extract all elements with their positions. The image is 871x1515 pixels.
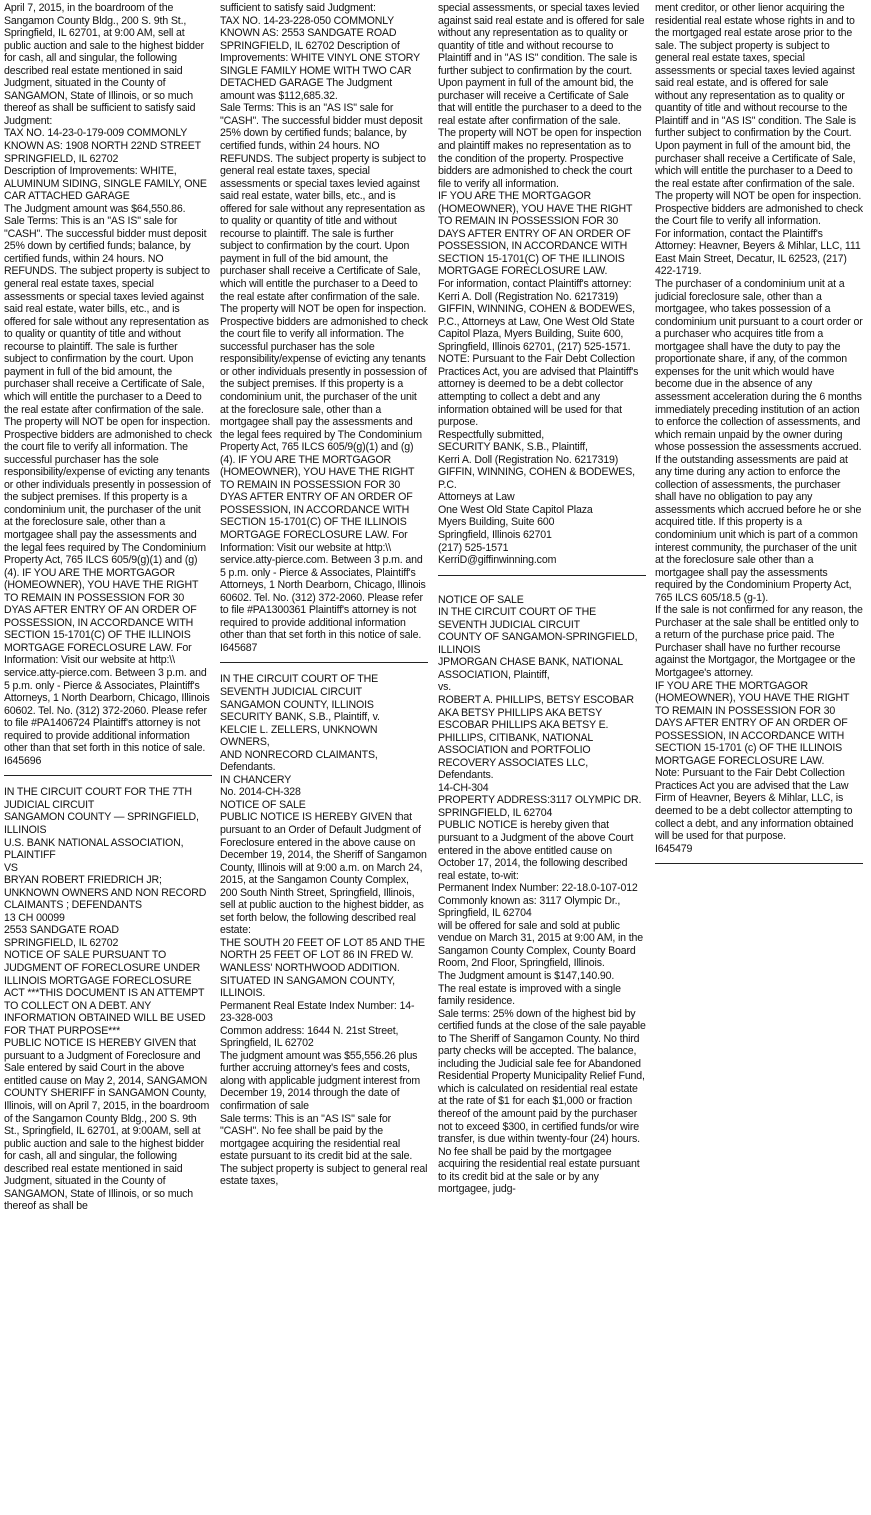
column-3 (438, 2, 646, 1512)
notice-id: I645687 (220, 641, 258, 654)
notice-paragraph: The property will NOT be open for inspection. Prospective bidders are admonished to check the Court file to verify all information. (655, 190, 863, 228)
court-heading: IN THE CIRCUIT COURT FOR THE 7TH JUDICIAL CIRCUIT (4, 786, 192, 811)
sale-date: will be offered for sale and sold at public vendue on March 31, 2015 at 9:00 AM, in the Sangamon County Complex, County Board Room, 2nd Floor, Springfield, Illinois. (438, 919, 643, 970)
notice-title: NOTICE OF SALE PURSUANT TO JUDGMENT OF FORECLOSURE UNDER ILLINOIS MORTGAGE FORECLOSURE ACT ***THIS DOCUMENT IS AN ATTEMPT TO COLLECT ON A DEBT. ANY INFORMATION OBTAINED WILL BE USED FOR THAT PURPOSE*** (4, 949, 206, 1037)
common-address: Commonly known as: 3117 Olympic Dr., Springfield, IL 62704 (438, 894, 621, 920)
fdcpa-note: NOTE: Pursuant to the Fair Debt Collection Practices Act, you are advised that Plaintiff's attorney is deemed to be a debt collector attempting to collect a debt and any information obtained will be used for that purpose. (438, 353, 639, 429)
mortgagor-rights: IF YOU ARE THE MORTGAGOR (HOMEOWNER), YOU HAVE THE RIGHT TO REMAIN IN POSSESSION FOR 30 DAYS AFTER ENTRY OF AN ORDER OF POSSESSION, IN ACCORDANCE WITH SECTION 15-1701 (c) OF THE ILLINOIS MORTGAGE FORECLOSURE LAW. (655, 679, 850, 767)
signature-line: Attorneys at Law (438, 491, 515, 504)
notice-us-bank-v-friedrich (4, 786, 212, 1213)
county-heading: COUNTY OF SANGAMON-SPRINGFIELD, ILLINOIS (438, 631, 638, 656)
common-address: Common address: 1644 N. 21st Street, Springfield, IL 62702 (220, 1024, 399, 1050)
notice-paragraph: Upon payment in full of the amount bid, the purchaser shall receive a Certificate of Sale, which will entitle the purchaser to a Deed to the real estate after confirmation of the sale. (655, 140, 856, 190)
signature-email: KerriD@giffinwinning.com (438, 554, 557, 567)
sale-terms: Sale terms: This is an "AS IS" sale for "CASH". No fee shall be paid by the mortgagee acquiring the residential real estate pursuant to its credit bid at the sale. The subject property is subject to general real estate taxes, (220, 1112, 428, 1188)
versus: VS (4, 861, 18, 874)
judgment-amount: The Judgment amount was $64,550.86. (4, 202, 186, 215)
signature-line: One West Old State Capitol Plaza (438, 503, 593, 516)
signature-line: Myers Building, Suite 600 (438, 516, 555, 529)
versus: vs. (438, 681, 452, 694)
column-4 (655, 2, 863, 1512)
notice-paragraph: April 7, 2015, in the boardroom of the Sangamon County Bldg., 200 S. 9th St., Springfield, IL 62701, at 9:00 AM, sell at public auction and sale to the highest bidder for cash, all and singular, the following described real estate mentioned in said Judgment, situated in the County of SANGAMON, State of Illinois, or so much thereof as shall be sufficient to satisfy said Judgment: (4, 2, 204, 127)
notice-paragraph: If the sale is not confirmed for any reason, the Purchaser at the sale shall be entitled only to a return of the purchase price paid. The Purchaser shall have no further recourse against the Mortgagor, the Mortgagee or the Mortgagee's attorney. (655, 604, 863, 679)
property-address: PROPERTY ADDRESS:3117 OLYMPIC DR. (438, 794, 642, 807)
case-number: 13 CH 00099 (4, 911, 65, 924)
defendants: ROBERT A. PHILLIPS, BETSY ESCOBAR AKA BETSY PHILLIPS AKA BETSY ESCOBAR PHILLIPS AKA BETSY E. PHILLIPS, CITIBANK, NATIONAL ASSOCIATION and PORTFOLIO RECOVERY ASSOCIATES LLC, Defendants. (438, 693, 634, 782)
notice-divider (4, 775, 212, 776)
court-heading: IN THE CIRCUIT COURT OF THE SEVENTH JUDICIAL CIRCUIT (220, 673, 379, 698)
property-street: 2553 SANDGATE ROAD (4, 924, 119, 937)
attorney-contact: For information, contact Plaintiff's attorney: Kerri A. Doll (Registration No. 6217319) GIFFIN, WINNING, COHEN & BODEWES, P.C., Attorneys at Law, One West Old State Capitol Plaza, Myers Building, Suite 600, Springfield, Illinois 62701, (217) 525-1571. (438, 278, 635, 353)
tax-number: TAX NO. 14-23-228-050 COMMONLY KNOWN AS: 2553 SANDGATE ROAD SPRINGFIELD, IL 62702 Description of Improvements: WHITE VINYL ONE STORY SINGLE FAMILY HOME WITH TWO CAR DETACHED GARAGE The Judgment amount was $112,685.32. (220, 14, 420, 102)
signature-line: Springfield, Illinois 62701 (438, 528, 552, 541)
property-city: SPRINGFIELD, IL 62702 (4, 936, 119, 949)
notice-paragraph: sufficient to satisfy said Judgment: (220, 2, 376, 14)
county-heading: SANGAMON COUNTY — SPRINGFIELD, ILLINOIS (4, 811, 199, 836)
index-number: Permanent Real Estate Index Number: 14-23-328-003 (220, 999, 415, 1025)
defendants: BRYAN ROBERT FRIEDRICH JR; UNKNOWN OWNERS AND NON RECORD CLAIMANTS ; DEFENDANTS (4, 874, 207, 912)
notice-continued-zellers (438, 2, 646, 567)
notice-paragraph: PUBLIC NOTICE is hereby given that pursuant to a Judgment of the above Court entered in the above entitled cause on October 17, 2014, the following described real estate, to-wit: (438, 819, 634, 882)
notice-id: I645479 (655, 842, 693, 855)
notice-paragraph: The property will NOT be open for inspection and plaintiff makes no representation as to the condition of the property. Prospective bidders are admonished to check the court file to verify all information. (438, 127, 642, 190)
defendants: KELCIE L. ZELLERS, UNKNOWN OWNERS, (220, 723, 378, 749)
signature-line: Kerri A. Doll (Registration No. 6217319) (438, 453, 619, 466)
chancery-label: IN CHANCERY (220, 773, 292, 786)
column-1 (4, 2, 212, 1512)
condominium-clause: The purchaser of a condominium unit at a judicial foreclosure sale, other than a mortgagee, who takes possession of a condominium unit pursuant to a court order or a purchaser who acquires title from a mortgagee shall have the duty to pay the proportionate share, if any, of the common expenses for the unit which would have become due in the absence of any assessment acceleration during the 6 months immediately preceding institution of an action to enforce the collection of assessments, and which remain unpaid by the owner during whose possession the assessments accrued. If the outstanding assessments are paid at any time during any action to enforce the collection of assessments, the purchaser shall have no obligation to pay any assessments which accrued before he or she acquired title. If this property is a condominium unit which is part of a common interest community, the purchaser of the unit at the foreclosure sale other than a mortgagee shall pay the assessments required by the Condominium Property Act, 765 ILCS 605/18.5 (g-1). (655, 278, 863, 604)
mortgagor-rights: IF YOU ARE THE MORTGAGOR (HOMEOWNER), YOU HAVE THE RIGHT TO REMAIN IN POSSESSION FOR 30 DAYS AFTER ENTRY OF AN ORDER OF POSSESSION, IN ACCORDANCE WITH SECTION 15-1701(C) OF THE ILLINOIS MORTGAGE FORECLOSURE LAW. (438, 190, 633, 278)
notice-id: I645696 (4, 754, 42, 767)
notice-title: NOTICE OF SALE (438, 593, 524, 606)
tax-number: TAX NO. 14-23-0-179-009 COMMONLY KNOWN AS: 1908 NORTH 22ND STREET SPRINGFIELD, IL 62702 (4, 127, 201, 165)
attorney-contact: For information, contact the Plaintiff's Attorney: Heavner, Beyers & Mihlar, LLC, 111 East Main Street, Decatur, IL 62523, (217) 422-1719. (655, 227, 861, 278)
county-heading: SANGAMON COUNTY, ILLINOIS (220, 698, 374, 711)
signature-line: (217) 525-1571 (438, 541, 509, 554)
judgment-amount: The judgment amount was $55,556.26 plus further accruing attorney's fees and costs, along with applicable judgment interest from December 19, 2014 through the date of confirmation of sale (220, 1049, 421, 1113)
legal-description: THE SOUTH 20 FEET OF LOT 85 AND THE NORTH 25 FEET OF LOT 86 IN FRED W. WANLESS' NORTHWOOD ADDITION. SITUATED IN SANGAMON COUNTY, ILLINOIS. (220, 936, 425, 1000)
notice-paragraph: Upon payment in full of the amount bid, the purchaser will receive a Certificate of Sale that will entitle the purchaser to a deed to the real estate after confirmation of the sale. (438, 77, 642, 127)
property-city: SPRINGFIELD, IL 62704 (438, 806, 553, 819)
case-number: No. 2014-CH-328 (220, 786, 301, 799)
judgment-amount: The Judgment amount is $147,140.90. (438, 970, 615, 983)
sale-terms: Sale Terms: This is an "AS IS" sale for "CASH". The successful bidder must deposit 25% down by certified funds; balance, by certified funds, within 24 hours. NO REFUNDS. The subject property is subject to general real estate taxes, special assessments or special taxes levied against said real estate, water bills, etc., and is offered for sale without any representation as to quality or quantity of title and without recourse to plaintiff. The sale is further subject to confirmation by the court. Upon payment in full of the bid amount, the purchaser shall receive a Certificate of Sale, which will entitle the purchaser to a Deed to the real estate after confirmation of the sale. The property will NOT be open for inspection. Prospective bidders are admonished to check the court file to verify all information. The successful purchaser has the sole responsibility/expense of evicting any tenants or other individuals presently in possession of the subject premises. If this property is a condominium unit, the purchaser of the unit at the foreclosure sale, other than a mortgagee shall pay the assessments and the legal fees required by The Condominium Property Act, 765 ILCS 605/9(g)(1) and (g)(4). IF YOU ARE THE MORTGAGOR (HOMEOWNER), YOU HAVE THE RIGHT TO REMAIN IN POSSESSION FOR 30 DYAS AFTER ENTRY OF AN ORDER OF POSSESSION, IN ACCORDANCE WITH SECTION 15-1701(C) OF THE ILLINOIS MORTGAGE FORECLOSURE LAW. For Information: Visit our website at http:\\ service.atty-pierce.com. Between 3 p.m. and 5 p.m. only - Pierce & Associates, Plaintiff's Attorneys, 1 North Dearborn, Chicago, Illinois 60602. Tel. No. (312) 372-2060. Please refer to file #PA1300361 Plaintiff's attorney is not required to provide additional information other than that set forth in this notice of sale. (220, 102, 428, 642)
notice-foreclosure-1908-n-22nd (4, 2, 212, 767)
signature-line: GIFFIN, WINNING, COHEN & BODEWES, P.C. (438, 466, 635, 491)
notice-paragraph: PUBLIC NOTICE IS HEREBY GIVEN that pursuant to an Order of Default Judgment of Foreclosure entered in the above cause on December 19, 2014, the Sheriff of Sangamon County, Illinois will at 9:00 a.m. on March 24, 2015, at the Sangamon County Complex, 200 South Ninth Street, Springfield, Illinois, sell at public auction to the highest bidder, as set forth below, the following described real estate: (220, 811, 427, 937)
improvements: The real estate is improved with a single family residence. (438, 982, 621, 1008)
notice-title: NOTICE OF SALE (220, 798, 306, 811)
signature-line: Respectfully submitted, (438, 428, 545, 441)
notice-continued-2553-sandgate (220, 2, 428, 654)
court-heading: IN THE CIRCUIT COURT OF THE SEVENTH JUDICIAL CIRCUIT (438, 606, 597, 631)
index-number: Permanent Index Number: 22-18.0-107-012 (438, 882, 638, 895)
notice-divider (655, 863, 863, 864)
sale-terms: Sale terms: 25% down of the highest bid by certified funds at the close of the sale payable to The Sheriff of Sangamon County. No third party checks will be accepted. The balance, including the Judicial sale fee for Abandoned Residential Property Municipality Relief Fund, which is calculated on residential real estate at the rate of $1 for each $1,000 or fraction thereof of the amount paid by the purchaser not to exceed $300, in certified funds/or wire transfer, is due within twenty-four (24) hours. No fee shall be paid by the mortgagee acquiring the residential real estate pursuant to its credit bid at the sale or by any mortgagee, judg- (438, 1007, 646, 1196)
notice-divider (438, 575, 646, 576)
notice-paragraph: special assessments, or special taxes levied against said real estate and is offered for sale without any representation as to quality or quantity of title and without recourse to Plaintiff and in "AS IS" condition. The sale is further subject to confirmation by the court. (438, 2, 645, 77)
sale-terms: Sale Terms: This is an "AS IS" sale for "CASH". The successful bidder must deposit 25% down by certified funds; balance, by certified funds, within 24 hours. NO REFUNDS. The subject property is subject to general real estate taxes, special assessments or special taxes levied against said real estate, water bills, etc., and is offered for sale without any representation as to quality or quantity of title and without recourse to plaintiff. The sale is further subject to confirmation by the court. Upon payment in full of the bid amount, the purchaser shall receive a Certificate of Sale, which will entitle the purchaser to a Deed to the real estate after confirmation of the sale. The property will NOT be open for inspection. Prospective bidders are admonished to check the court file to verify all information. The successful purchaser has the sole responsibility/expense of evicting any tenants or other individuals presently in possession of the subject premises. If this property is a condominium unit, the purchaser of the unit at the foreclosure sale, other than a mortgagee shall pay the assessments and the legal fees required by The Condominium Property Act, 765 ILCS 605/9(g)(1) and (g)(4). IF YOU ARE THE MORTGAGOR (HOMEOWNER), YOU HAVE THE RIGHT TO REMAIN IN POSSESSION FOR 30 DYAS AFTER ENTRY OF AN ORDER OF POSSESSION, IN ACCORDANCE WITH SECTION 15-1701(C) OF THE ILLINOIS MORTGAGE FORECLOSURE LAW. For Information: Visit our website at http:\\ service.atty-pierce.com. Between 3 p.m. and 5 p.m. only - Pierce & Associates, Plaintiff's Attorneys, 1 North Dearborn, Chicago, Illinois 60602. Tel. No. (312) 372-2060. Please refer to file #PA1406724 Plaintiff's attorney is not required to provide additional information other than that set forth in this notice of sale. (4, 215, 212, 755)
plaintiff: U.S. BANK NATIONAL ASSOCIATION, PLAINTIFF (4, 836, 184, 862)
signature-line: SECURITY BANK, S.B., Plaintiff, (438, 441, 588, 454)
case-number: 14-CH-304 (438, 781, 489, 794)
fdcpa-note: Note: Pursuant to the Fair Debt Collection Practices Act you are advised that the Law Firm of Heavner, Beyers & Mihlar, LLC, is deemed to be a debt collector attempting to collect a debt, and any information obtained will be used for that purpose. (655, 767, 854, 843)
notice-paragraph: ment creditor, or other lienor acquiring the residential real estate whose rights in and to the mortgaged real estate arose prior to the sale. The subject property is subject to general real estate taxes, special assessments or special taxes levied against said real estate, and is offered for sale without any representation as to quality or quantity of title and without recourse to the Plaintiff and in "AS IS" condition. The Sale is further subject to confirmation by the Court. (655, 2, 856, 140)
defendants: AND NONRECORD CLAIMANTS, Defendants. (220, 748, 378, 774)
column-2 (220, 2, 428, 1512)
notice-paragraph: PUBLIC NOTICE IS HEREBY GIVEN that pursuant to a Judgment of Foreclosure and Sale entered by said Court in the above entitled cause on May 2, 2014, SANGAMON COUNTY SHERIFF in SANGAMON County, Illinois, will on April 7, 2015, in the boardroom of the Sangamon County Bldg., 200 S. 9th St., Springfield, IL 62701, at 9:00AM, sell at public auction and sale to the highest bidder for cash, all and singular, the following described real estate mentioned in said Judgment, situated in the County of SANGAMON, State of Illinois, or so much thereof as shall be (4, 1037, 210, 1213)
plaintiff: JPMORGAN CHASE BANK, NATIONAL ASSOCIATION, Plaintiff, (438, 656, 623, 681)
description-of-improvements: Description of Improvements: WHITE, ALUMINUM SIDING, SINGLE FAMILY, ONE CAR ATTACHED GARAGE (4, 165, 207, 203)
plaintiff: SECURITY BANK, S.B., Plaintiff, v. (220, 711, 380, 724)
notice-security-bank-v-zellers (220, 673, 428, 1187)
notice-jpmorgan-v-phillips (438, 594, 646, 1196)
notice-continued-phillips (655, 2, 863, 855)
notice-divider (220, 662, 428, 663)
